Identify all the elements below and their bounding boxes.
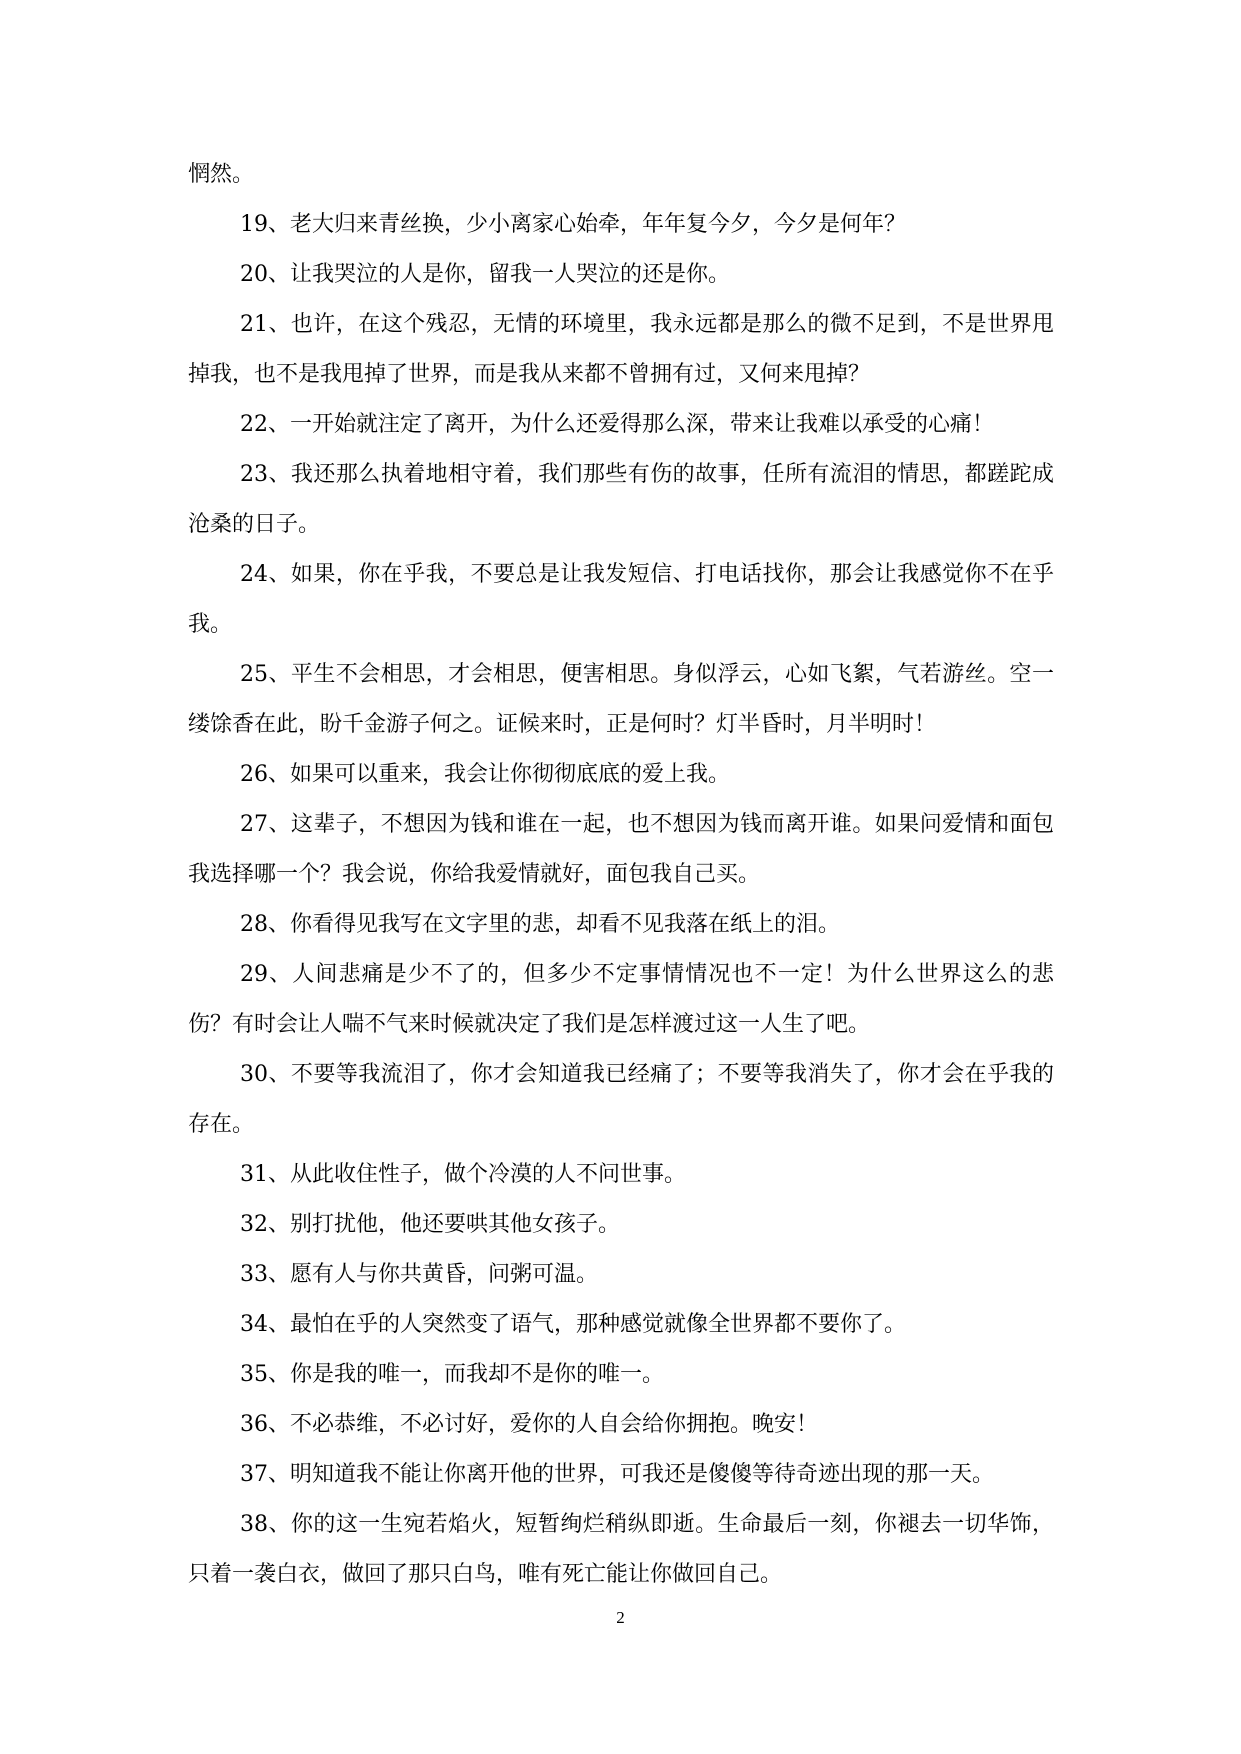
paragraph: 25、平生不会相思，才会相思，便害相思。身似浮云，心如飞絮，气若游丝。空一缕馀香在此，盼千金游子何之。证候来时，正是何时？灯半昏时，月半明时！ <box>188 662 1054 737</box>
paragraph: 31、从此收住性子，做个冷漠的人不问世事。 <box>240 1162 686 1187</box>
paragraph: 32、别打扰他，他还要哄其他女孩子。 <box>240 1212 620 1237</box>
paragraph: 33、愿有人与你共黄昏，问粥可温。 <box>240 1262 598 1287</box>
paragraph: 24、如果，你在乎我，不要总是让我发短信、打电话找你，那会让我感觉你不在乎我。 <box>188 562 1054 637</box>
paragraph: 34、最怕在乎的人突然变了语气，那种感觉就像全世界都不要你了。 <box>240 1312 906 1337</box>
paragraph: 惘然。 <box>188 162 255 187</box>
paragraph: 20、让我哭泣的人是你，留我一人哭泣的还是你。 <box>240 262 730 287</box>
paragraph: 28、你看得见我写在文字里的悲，却看不见我落在纸上的泪。 <box>240 912 840 937</box>
paragraph: 35、你是我的唯一，而我却不是你的唯一。 <box>240 1362 664 1387</box>
paragraph: 26、如果可以重来，我会让你彻彻底底的爱上我。 <box>240 762 730 787</box>
paragraph: 38、你的这一生宛若焰火，短暂绚烂稍纵即逝。生命最后一刻，你褪去一切华饰，只着一袭白衣，做回了那只白鸟，唯有死亡能让你做回自己。 <box>188 1512 1054 1587</box>
paragraph: 37、明知道我不能让你离开他的世界，可我还是傻傻等待奇迹出现的那一天。 <box>240 1462 994 1487</box>
paragraph: 29、人间悲痛是少不了的，但多少不定事情情况也不一定！为什么世界这么的悲伤？有时会让人喘不气来时候就决定了我们是怎样渡过这一人生了吧。 <box>188 962 1054 1037</box>
paragraph: 23、我还那么执着地相守着，我们那些有伤的故事，任所有流泪的情思，都蹉跎成沧桑的日子。 <box>188 462 1054 537</box>
paragraph: 22、一开始就注定了离开，为什么还爱得那么深，带来让我难以承受的心痛！ <box>240 412 994 437</box>
page-number: 2 <box>616 1608 625 1627</box>
paragraph: 27、这辈子，不想因为钱和谁在一起，也不想因为钱而离开谁。如果问爱情和面包我选择哪一个？我会说，你给我爱情就好，面包我自己买。 <box>188 812 1054 887</box>
paragraph: 36、不必恭维，不必讨好，爱你的人自会给你拥抱。晚安！ <box>240 1412 818 1437</box>
page-body <box>188 150 1054 1600</box>
paragraph: 30、不要等我流泪了，你才会知道我已经痛了；不要等我消失了，你才会在乎我的存在。 <box>188 1062 1054 1137</box>
paragraph: 19、老大归来青丝换，少小离家心始牵，年年复今夕，今夕是何年？ <box>240 212 906 237</box>
paragraph: 21、也许，在这个残忍，无情的环境里，我永远都是那么的微不足到，不是世界甩掉我，也不是我甩掉了世界，而是我从来都不曾拥有过，又何来甩掉？ <box>188 312 1054 387</box>
